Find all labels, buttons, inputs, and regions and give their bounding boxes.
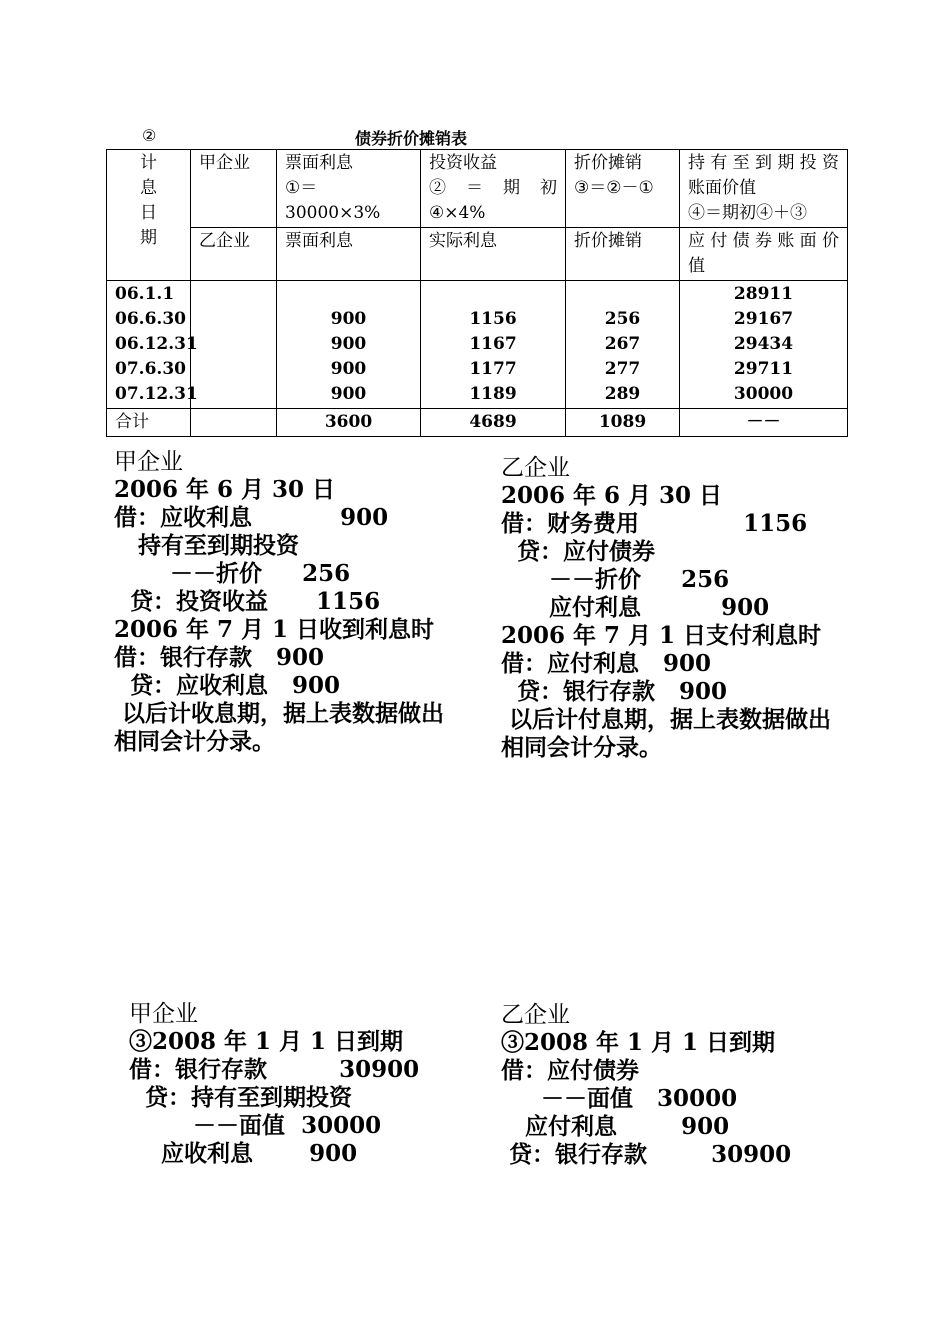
entry-line: 以后计收息期，据上表数据做出	[114, 700, 445, 727]
date-header	[107, 150, 191, 281]
entry-line: 贷：银行存款 30900	[501, 1141, 792, 1168]
total-empty	[191, 409, 277, 437]
header-line: ③＝②－①	[574, 178, 654, 198]
entry-line: 相同会计分录。	[114, 728, 275, 755]
total-book: －－	[680, 409, 848, 437]
value: 1167	[469, 334, 517, 354]
value: 29711	[733, 359, 794, 379]
date-cell	[107, 281, 198, 409]
entry-line: 甲企业	[114, 449, 183, 475]
entry-line: 乙企业	[501, 1002, 570, 1028]
header-line: 值	[688, 256, 705, 276]
entry-yi-2006	[501, 454, 831, 762]
empty-cell	[191, 281, 277, 409]
total-face: 3600	[277, 409, 421, 437]
entry-line: 2006 年 6 月 30 日	[501, 482, 723, 509]
header-line: 折价摊销	[574, 153, 642, 173]
header-line: 账面价值	[688, 178, 756, 198]
entry-line: 借：银行存款 900	[114, 644, 325, 671]
value: 29434	[733, 334, 794, 354]
value: 28911	[733, 284, 794, 304]
total-actual: 4689	[421, 409, 566, 437]
header-yi-amort: 折价摊销	[566, 228, 680, 281]
header-line: ①＝30000×3%	[285, 178, 381, 223]
total-amort: 1089	[566, 409, 680, 437]
party-yi: 乙企业	[191, 228, 277, 281]
date-header-char: 日	[140, 203, 157, 223]
entry-line: －－面值 30000	[501, 1085, 738, 1112]
entry-line: 甲企业	[129, 1001, 198, 1027]
value: 277	[604, 359, 641, 379]
value: 900	[330, 334, 367, 354]
date-header-char: 息	[140, 178, 157, 198]
entry-line: 借：应付利息 900	[501, 650, 712, 677]
entry-line: 应付利息 900	[501, 1113, 730, 1140]
entry-line: 借：财务费用 1156	[501, 510, 808, 537]
entry-line: 相同会计分录。	[501, 734, 662, 761]
value: 256	[604, 309, 641, 329]
header-line: 投资收益	[429, 153, 497, 173]
entry-line: 2006 年 6 月 30 日	[114, 476, 336, 503]
entry-line: －－面值 30000	[129, 1112, 382, 1139]
value: 900	[330, 359, 367, 379]
entry-line: 借：银行存款 30900	[129, 1056, 420, 1083]
entry-yi-2008	[501, 1001, 791, 1169]
table-title: 债券折价摊销表	[355, 129, 468, 148]
entry-line: －－折价 256	[501, 566, 730, 593]
header-line: ④×4%	[429, 203, 486, 223]
entry-line: 2006 年 7 月 1 日支付利息时	[501, 622, 822, 649]
date-header-char: 计	[140, 153, 157, 173]
header-discount-amort	[566, 150, 680, 228]
date: 07.6.30	[115, 359, 186, 379]
header-book-value	[680, 150, 848, 228]
value: 900	[330, 309, 367, 329]
table-number: ②	[142, 126, 157, 145]
entry-line: 贷：应付债券	[501, 538, 656, 565]
entry-line: ③2008 年 1 月 1 日到期	[501, 1029, 776, 1056]
date: 06.12.31	[115, 334, 198, 354]
value: 1189	[469, 384, 517, 404]
date-header-char: 期	[140, 228, 157, 248]
value: 1156	[469, 309, 517, 329]
header-line: ② ＝ 期 初	[429, 178, 557, 198]
book-value-cell	[680, 281, 848, 409]
discount-amort-cell	[566, 281, 680, 409]
header-line: 应付债券账面价	[688, 231, 839, 251]
header-line: 持有至到期投资	[688, 153, 839, 173]
entry-line: 应收利息 900	[129, 1140, 358, 1167]
header-face-interest	[277, 150, 421, 228]
value: 267	[604, 334, 641, 354]
entry-jia-2006	[114, 448, 444, 756]
value	[429, 282, 557, 307]
header-yi-actual: 实际利息	[421, 228, 566, 281]
entry-line: 贷：应收利息 900	[114, 672, 341, 699]
header-line: 票面利息	[285, 153, 353, 173]
data-row	[107, 281, 848, 409]
discount-amortization-table	[106, 149, 848, 437]
entry-jia-2008	[129, 1000, 419, 1168]
party-jia: 甲企业	[191, 150, 277, 228]
entry-line: 以后计付息期，据上表数据做出	[501, 706, 832, 733]
actual-interest-cell	[421, 281, 566, 409]
entry-line: 持有至到期投资	[114, 532, 300, 559]
header-yi-book	[680, 228, 848, 281]
entry-line: 贷：银行存款 900	[501, 678, 728, 705]
face-interest-cell	[277, 281, 421, 409]
entry-line: ③2008 年 1 月 1 日到期	[129, 1028, 404, 1055]
value: 29167	[733, 309, 794, 329]
header-row-jia	[107, 150, 848, 228]
total-row	[107, 409, 848, 437]
header-line: ④＝期初④＋③	[688, 203, 807, 223]
value: 289	[604, 384, 641, 404]
total-label: 合计	[107, 409, 191, 437]
date: 06.1.1	[115, 284, 175, 304]
value: 30000	[733, 384, 794, 404]
entry-line: 2006 年 7 月 1 日收到利息时	[114, 616, 435, 643]
date: 07.12.31	[115, 384, 198, 404]
value: 900	[330, 384, 367, 404]
value	[285, 282, 412, 307]
value	[574, 282, 671, 307]
entry-line: 借：应付债券	[501, 1057, 639, 1084]
entry-line: 乙企业	[501, 455, 570, 481]
value: 1177	[469, 359, 517, 379]
entry-line: 贷：持有至到期投资	[129, 1084, 353, 1111]
date: 06.6.30	[115, 309, 186, 329]
header-investment-income	[421, 150, 566, 228]
entry-line: 借：应收利息 900	[114, 504, 389, 531]
entry-line: 应付利息 900	[501, 594, 770, 621]
entry-line: －－折价 256	[114, 560, 351, 587]
header-yi-face: 票面利息	[277, 228, 421, 281]
header-row-yi	[107, 228, 848, 281]
entry-line: 贷：投资收益 1156	[114, 588, 381, 615]
